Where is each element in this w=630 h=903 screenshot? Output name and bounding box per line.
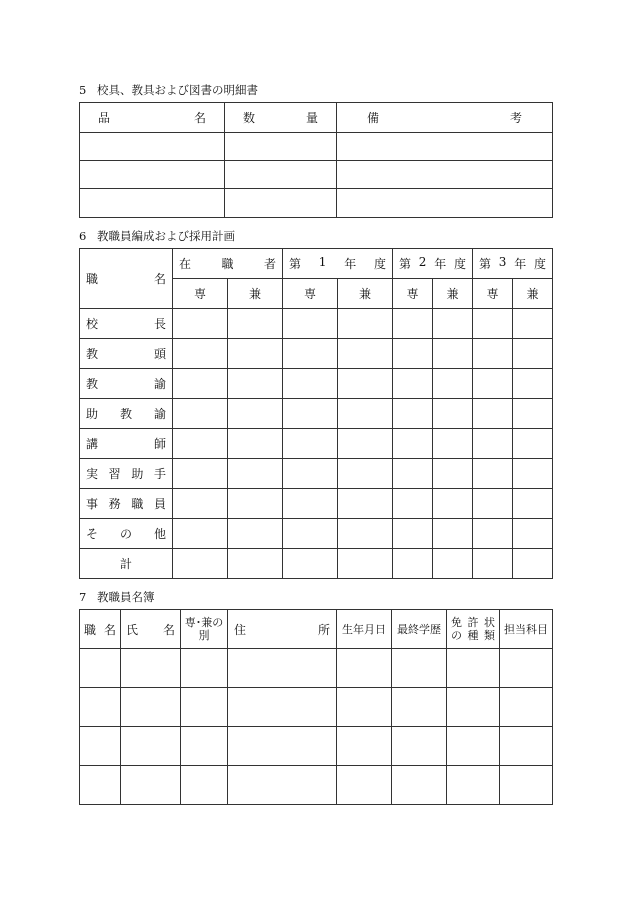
header-gakureki: 最終学歴 <box>392 610 447 649</box>
section-5-heading: 5 校具、教具および図書の明細書 <box>79 83 258 97</box>
header-biko: 備 考 <box>337 103 553 133</box>
section-7-heading: 7 教職員名簿 <box>79 590 155 604</box>
table-row <box>80 489 553 519</box>
header-year-1: 第 1 年 度 <box>283 249 393 279</box>
header-sen: 専 <box>393 279 433 309</box>
equipment-table <box>79 102 553 218</box>
role-label: 講 師 <box>80 429 173 459</box>
role-label: 事 務 職 員 <box>80 489 173 519</box>
role-label: そ の 他 <box>80 519 173 549</box>
header-sen: 専 <box>173 279 228 309</box>
role-label: 助 教 諭 <box>80 399 173 429</box>
table-row <box>80 459 553 489</box>
table-row <box>80 309 553 339</box>
header-ken: 兼 <box>228 279 283 309</box>
header-kamoku: 担当科目 <box>500 610 553 649</box>
header-jusho: 住 所 <box>228 610 337 649</box>
table-row <box>80 189 553 218</box>
role-label: 教 諭 <box>80 369 173 399</box>
total-label: 計 <box>80 549 173 579</box>
table-row <box>80 727 553 766</box>
header-sen: 専 <box>283 279 338 309</box>
table-row <box>80 429 553 459</box>
header-ken: 兼 <box>338 279 393 309</box>
header-menkyo: 免 許 状 の 種 類 <box>447 610 500 649</box>
table-row <box>80 649 553 688</box>
table-row <box>80 339 553 369</box>
total-row <box>80 549 553 579</box>
role-label: 校 長 <box>80 309 173 339</box>
table-row <box>80 519 553 549</box>
header-ken: 兼 <box>433 279 473 309</box>
header-year-2: 第 2 年 度 <box>393 249 473 279</box>
header-seinengappi: 生年月日 <box>337 610 392 649</box>
staffing-plan-table <box>79 248 553 579</box>
header-sen: 専 <box>473 279 513 309</box>
table-row <box>80 369 553 399</box>
table-row <box>80 399 553 429</box>
staff-roster-table <box>79 609 553 805</box>
table-row <box>80 688 553 727</box>
header-hinmei: 品 名 <box>80 103 225 133</box>
section-6-heading: 6 教職員編成および採用計画 <box>79 229 235 243</box>
header-suryo: 数 量 <box>225 103 337 133</box>
header-shokumei: 職 名 <box>80 249 173 309</box>
table-row <box>80 766 553 805</box>
header-year-3: 第 3 年 度 <box>473 249 553 279</box>
header-shokumei: 職 名 <box>80 610 121 649</box>
header-shimei: 氏 名 <box>121 610 181 649</box>
table-row <box>80 133 553 161</box>
header-ken: 兼 <box>513 279 553 309</box>
header-senken: 専･兼の 別 <box>181 610 228 649</box>
table-row <box>80 161 553 189</box>
role-label: 教 頭 <box>80 339 173 369</box>
role-label: 実 習 助 手 <box>80 459 173 489</box>
header-zaishoku: 在 職 者 <box>173 249 283 279</box>
